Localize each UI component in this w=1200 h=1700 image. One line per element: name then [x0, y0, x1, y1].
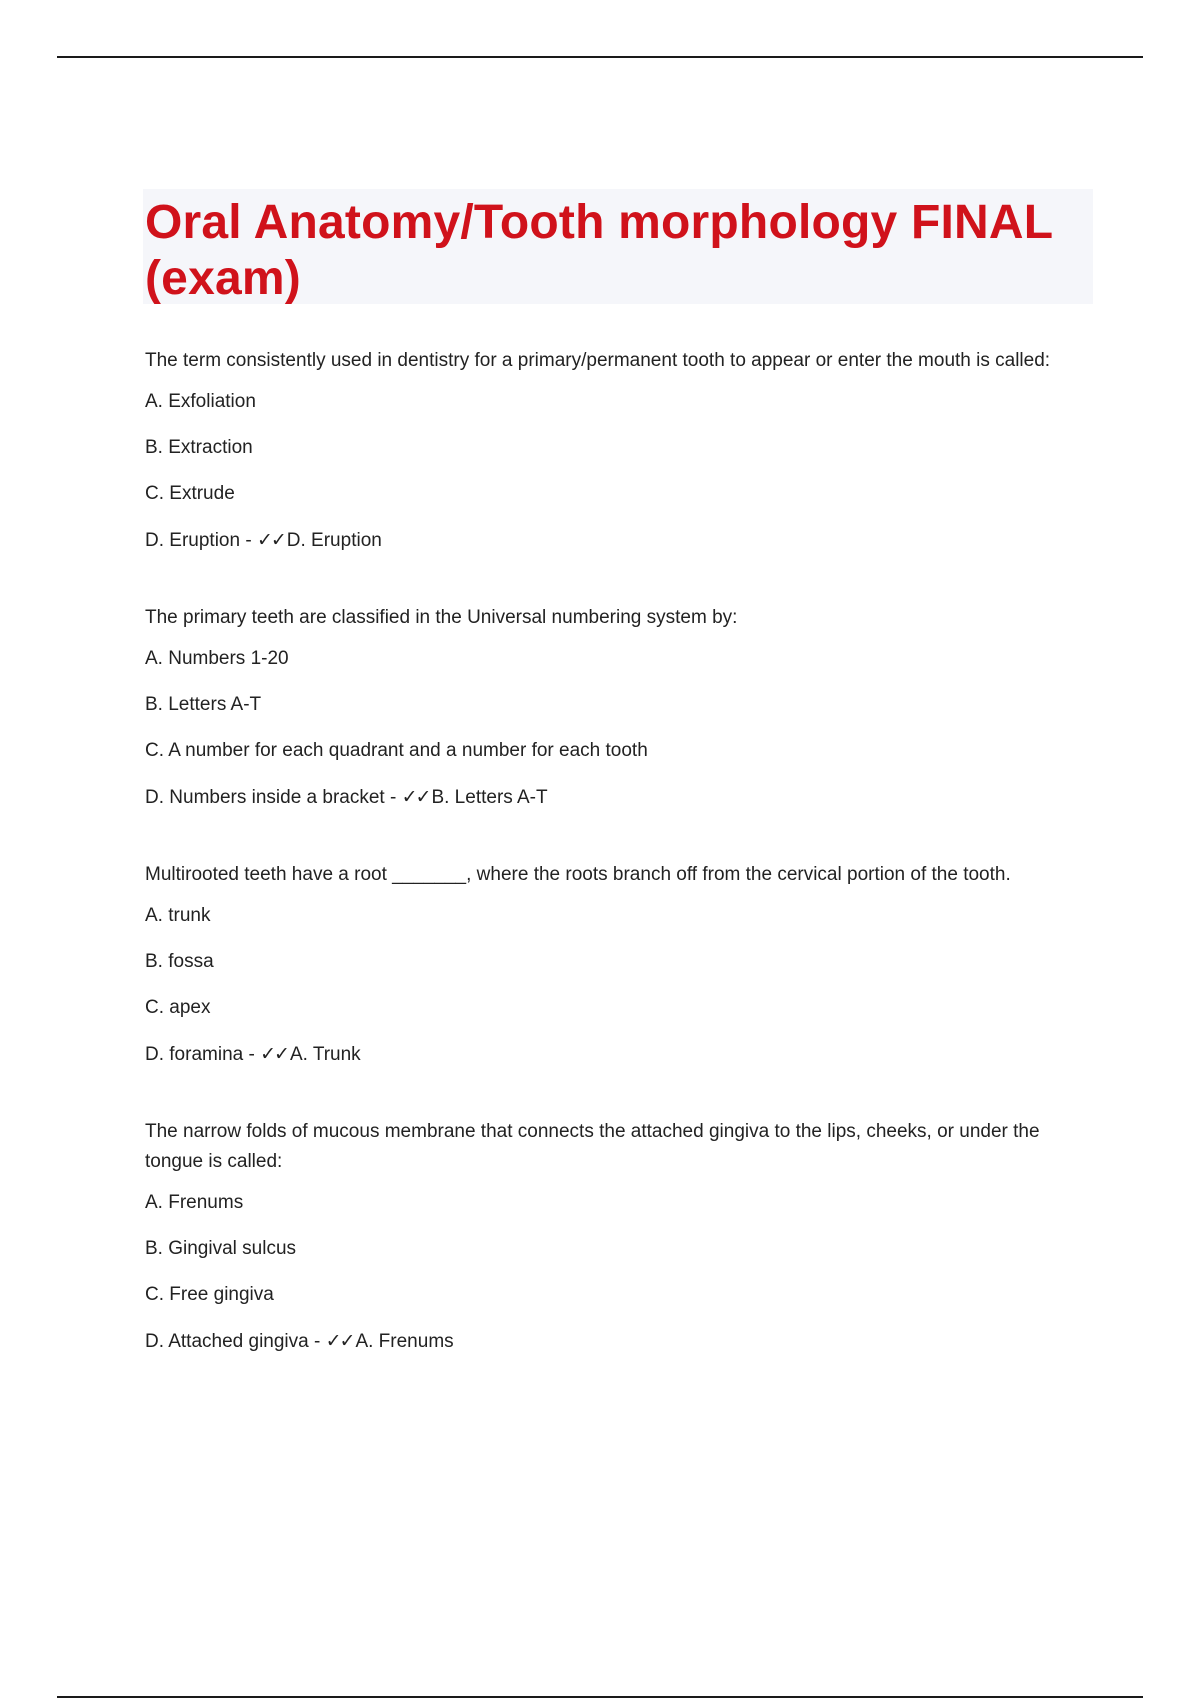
- answer-option: C. A number for each quadrant and a number for each tooth: [145, 740, 648, 761]
- answer-option: B. Gingival sulcus: [145, 1238, 297, 1259]
- correct-answer: A. Frenums: [355, 1331, 454, 1352]
- correct-answer: B. Letters A-T: [431, 787, 548, 808]
- answer-option: D. Numbers inside a bracket: [145, 787, 385, 808]
- top-divider: [57, 56, 1143, 58]
- double-checkmark-icon: ✓✓: [256, 529, 285, 551]
- answer-option: C. apex: [145, 997, 211, 1018]
- question-block: [145, 346, 1095, 553]
- answer-option: C. Free gingiva: [145, 1284, 274, 1305]
- answer-option-with-key: D. Numbers inside a bracket - ✓✓ B. Letters A-T: [145, 786, 548, 808]
- answer-option: C. Extrude: [145, 483, 235, 504]
- question-block: [145, 1117, 1095, 1354]
- bottom-divider: [57, 1696, 1143, 1698]
- correct-answer: A. Trunk: [289, 1044, 361, 1065]
- answer-option: A. Exfoliation: [145, 391, 256, 412]
- answer-option: D. Eruption: [145, 530, 241, 551]
- answer-option-with-key: D. Eruption - ✓✓ D. Eruption: [145, 529, 382, 551]
- question-prompt: The narrow folds of mucous membrane that connects the attached gingiva to the lips, cheeks, or under the tongue is called:: [145, 1121, 1040, 1172]
- question-prompt: Multirooted teeth have a root _______, where the roots branch off from the cervical portion of the tooth.: [145, 864, 1011, 885]
- answer-option: B. fossa: [145, 951, 214, 972]
- question-prompt: The primary teeth are classified in the Universal numbering system by:: [145, 607, 738, 628]
- answer-option: A. Frenums: [145, 1192, 244, 1213]
- double-checkmark-icon: ✓✓: [260, 1043, 288, 1065]
- document-title: Oral Anatomy/Tooth morphology FINAL (exam): [145, 196, 1053, 305]
- question-list: [145, 346, 1095, 1404]
- answer-option-with-key: D. Attached gingiva - ✓✓ A. Frenums: [145, 1330, 454, 1352]
- double-checkmark-icon: ✓✓: [325, 1330, 354, 1352]
- title-banner: [143, 189, 1093, 304]
- answer-option-with-key: D. foramina - ✓✓ A. Trunk: [145, 1043, 361, 1065]
- question-block: [145, 603, 1095, 810]
- answer-option: D. Attached gingiva: [145, 1331, 309, 1352]
- correct-answer: D. Eruption: [286, 530, 382, 551]
- answer-option: B. Extraction: [145, 437, 253, 458]
- answer-option: A. Numbers 1-20: [145, 648, 289, 669]
- question-prompt: The term consistently used in dentistry for a primary/permanent tooth to appear or enter the mouth is called:: [145, 350, 1051, 371]
- answer-option: A. trunk: [145, 905, 211, 926]
- answer-option: B. Letters A-T: [145, 694, 262, 715]
- answer-option: D. foramina: [145, 1044, 244, 1065]
- question-block: [145, 860, 1095, 1067]
- double-checkmark-icon: ✓✓: [401, 786, 430, 808]
